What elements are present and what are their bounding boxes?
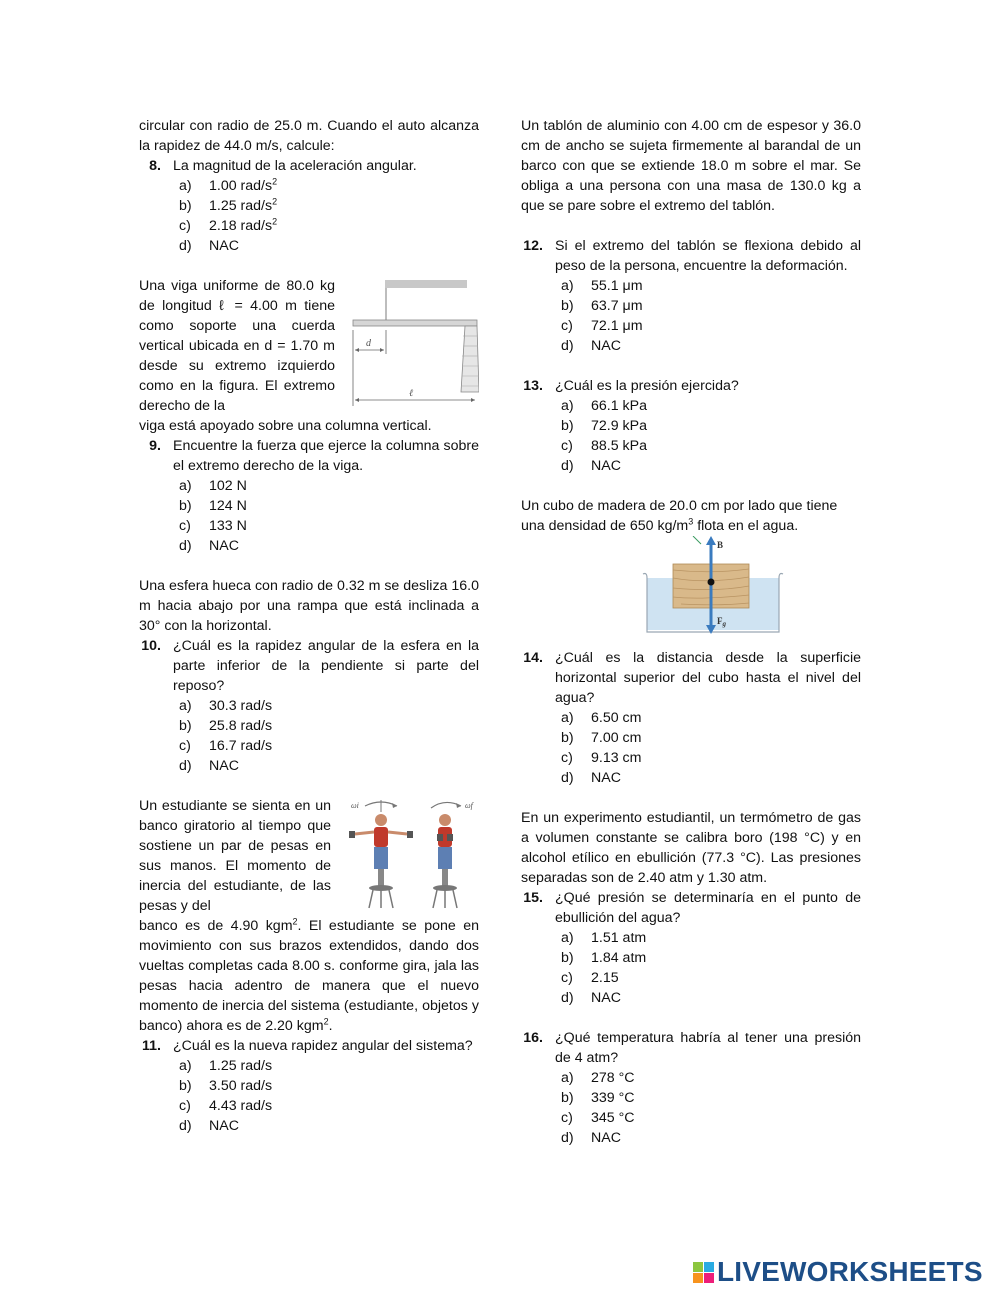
option-value: NAC (209, 238, 239, 254)
plank-intro: Un tablón de aluminio con 4.00 cm de espesor y 36.0 cm de ancho se sujeta firmemente al barandal de un barco con que se extiende 18.0 m sobre el mar. Se obliga a una persona con una masa de 130.0 kg a que se pare sobre el extremo del tablón. (521, 118, 861, 214)
option-b[interactable]: b) 1.25 rad/$s^2$ (179, 196, 278, 214)
beam-figure (349, 276, 479, 416)
option-value: 2.15 (591, 970, 619, 986)
question-text: ¿Cuál es la presión ejercida? (555, 378, 739, 394)
option-c[interactable]: c) 88.5 kPa (561, 438, 648, 454)
option-value: NAC (591, 1130, 621, 1146)
option-c[interactable]: c) 133 N (179, 518, 247, 534)
option-value: 9.13 cm (591, 750, 642, 766)
question-12 (521, 236, 861, 276)
thermo-intro: En un experimento estudiantil, un termómetro de gas a volumen constante se calibra boro (198 °C) y en alcohol etílico en ebullición (77.3 °C). Las presiones separadas son de 2.40 atm y 1.30 atm. (521, 810, 861, 886)
question-13 (521, 376, 861, 396)
option-value: 102 N (209, 478, 247, 494)
option-c[interactable]: c) 2.15 (561, 970, 619, 986)
option-value: 1.25 rad/$s^2$ (209, 196, 278, 214)
question-14 (521, 648, 861, 708)
b-label: B (717, 540, 724, 550)
option-value: NAC (591, 458, 621, 474)
option-value: 7.00 cm (591, 730, 642, 746)
option-value: 133 N (209, 518, 247, 534)
option-c[interactable]: c) 4.43 rad/s (179, 1098, 273, 1114)
option-b[interactable]: b) 63.7 μm (561, 298, 643, 314)
question-number: 14. (523, 650, 543, 666)
option-c[interactable]: c) 16.7 rad/s (179, 738, 273, 754)
option-value: 88.5 kPa (591, 438, 648, 454)
omega-i-label: ωi (351, 801, 359, 810)
option-value: 3.50 rad/s (209, 1078, 273, 1094)
option-value: 72.9 kPa (591, 418, 648, 434)
option-value: 30.3 rad/s (209, 698, 273, 714)
d-label: d (366, 338, 371, 349)
option-value: NAC (209, 1118, 239, 1134)
option-value: 2.18 rad/$s^2$ (209, 216, 278, 234)
l-label: ℓ (409, 388, 414, 399)
option-value: NAC (591, 338, 621, 354)
question-15 (521, 888, 861, 928)
question-11 (139, 1036, 479, 1056)
cube-figure (521, 536, 861, 636)
student-problem (139, 796, 479, 916)
fg-label: $F_g$ (717, 616, 726, 628)
option-d[interactable]: d) NAC (561, 338, 621, 354)
omega-f-label: ωf (465, 801, 473, 810)
option-value: 25.8 rad/s (209, 718, 273, 734)
option-value: 4.43 rad/s (209, 1098, 273, 1114)
left-column (139, 116, 479, 1136)
intro-tail: circular con radio de 25.0 m. Cuando el auto alcanza la rapidez de 44.0 m/s, calcule: (139, 118, 479, 154)
option-value: 124 N (209, 498, 247, 514)
logo-mark-icon (693, 1262, 714, 1283)
option-d[interactable]: d) NAC (179, 538, 239, 554)
option-d[interactable]: d) NAC (561, 1130, 621, 1146)
question-10 (139, 636, 479, 696)
question-number: 9. (149, 438, 161, 454)
option-a[interactable]: a) 6.50 cm (561, 710, 642, 726)
question-number: 13. (523, 378, 543, 394)
cube-intro: Un cubo de madera de 20.0 cm por lado que tiene una densidad de 650 $kg/m^3$ flota en el agua. (521, 498, 838, 534)
question-8 (139, 156, 479, 176)
sphere-intro: Una esfera hueca con radio de 0.32 m se desliza 16.0 m hacia abajo por una rampa que está inclinada a 30° con la horizontal. (139, 578, 479, 634)
option-value: NAC (209, 758, 239, 774)
option-a[interactable]: a) 30.3 rad/s (179, 698, 273, 714)
liveworksheets-logo[interactable] (693, 1256, 983, 1288)
option-value: 72.1 μm (591, 318, 643, 334)
option-b[interactable]: b) 3.50 rad/s (179, 1078, 273, 1094)
beam-problem (139, 276, 479, 416)
head (375, 814, 387, 826)
option-c[interactable]: c) 2.18 rad/$s^2$ (179, 216, 278, 234)
question-text: Si el extremo del tablón se flexiona debido al peso de la persona, encuentre la deformación. (555, 238, 861, 274)
option-a[interactable]: a) 55.1 μm (561, 278, 643, 294)
question-number: 11. (142, 1038, 161, 1054)
question-9 (139, 436, 479, 476)
question-text: ¿Cuál es la distancia desde la superficie horizontal superior del cubo hasta el nivel del agua? (555, 650, 861, 706)
option-d[interactable]: d) NAC (561, 990, 621, 1006)
torso (374, 827, 388, 847)
center-point (708, 579, 715, 586)
option-value: 55.1 μm (591, 278, 643, 294)
option-value: 66.1 kPa (591, 398, 648, 414)
question-16 (521, 1028, 861, 1068)
option-value: 278 °C (591, 1070, 635, 1086)
option-d[interactable]: d) NAC (179, 758, 239, 774)
option-b[interactable]: b) 7.00 cm (561, 730, 642, 746)
option-b[interactable]: b) 124 N (179, 498, 247, 514)
beam (353, 320, 477, 326)
option-c[interactable]: c) 72.1 μm (561, 318, 643, 334)
rotating-student-diagram (345, 796, 479, 914)
logo-text: LIVEWORKSHEETS (717, 1256, 983, 1287)
question-text: ¿Cuál es la rapidez angular de la esfera en la parte inferior de la pendiente si parte del reposo? (173, 638, 479, 694)
right-column (521, 116, 861, 1148)
option-c[interactable]: c) 345 °C (561, 1110, 635, 1126)
option-d[interactable]: d) NAC (561, 770, 621, 786)
option-b[interactable]: b) 1.84 atm (561, 950, 647, 966)
option-value: 1.84 atm (591, 950, 647, 966)
question-number: 12. (523, 238, 543, 254)
option-value: 1.25 rad/s (209, 1058, 273, 1074)
option-a[interactable]: a) 1.51 atm (561, 930, 647, 946)
option-value: NAC (591, 770, 621, 786)
option-value: 339 °C (591, 1090, 635, 1106)
option-value: 63.7 μm (591, 298, 643, 314)
option-d[interactable]: d) NAC (179, 238, 239, 254)
beam-diagram (349, 276, 479, 416)
student-intro: Un estudiante se sienta en un banco giratorio al tiempo que sostiene un par de pesas en sus manos. El momento de inercia del estudiante, de las pesas y del (139, 798, 331, 914)
beam-intro: Una viga uniforme de 80.0 kg de longitud ℓ = 4.00 m tiene como soporte una cuerda vertical ubicada en d = 1.70 m desde su extremo izquierdo como en la figura. El extremo derecho de la (139, 278, 335, 414)
question-text: ¿Qué temperatura habría al tener una presión de 4 atm? (555, 1030, 861, 1066)
question-text: Encuentre la fuerza que ejerce la columna sobre el extremo derecho de la viga. (173, 438, 479, 474)
option-a[interactable]: a) 1.00 rad/$s^2$ (179, 176, 278, 194)
question-number: 15. (523, 890, 543, 906)
student-figure (345, 796, 479, 914)
option-b[interactable]: b) 25.8 rad/s (179, 718, 273, 734)
option-value: 345 °C (591, 1110, 635, 1126)
question-text: La magnitud de la aceleración angular. (173, 158, 417, 174)
option-value: 1.51 atm (591, 930, 647, 946)
ceiling (385, 280, 467, 288)
option-value: 16.7 rad/s (209, 738, 273, 754)
student-intro-tail: banco es de 4.90 kgm$^2$. El estudiante se pone en movimiento con sus brazos extendidos, dando dos vueltas completas cada 8.00 s. conforme gira, jala las pesas hacia adentro de manera que el nuevo momento de inercia del sistema (estudiante, objetos y banco) ahora es de 2.20 kgm$^2$. (139, 916, 479, 1034)
option-d[interactable]: d) NAC (561, 458, 621, 474)
option-a[interactable]: a) 1.25 rad/s (179, 1058, 273, 1074)
option-value: NAC (591, 990, 621, 1006)
option-value: 1.00 rad/$s^2$ (209, 176, 278, 194)
option-b[interactable]: b) 339 °C (561, 1090, 635, 1106)
option-value: 6.50 cm (591, 710, 642, 726)
option-c[interactable]: c) 9.13 cm (561, 750, 642, 766)
option-a[interactable]: a) 66.1 kPa (561, 398, 648, 414)
question-text: ¿Qué presión se determinaría en el punto de ebullición del agua? (555, 890, 861, 926)
option-b[interactable]: b) 72.9 kPa (561, 418, 648, 434)
question-number: 10. (141, 638, 161, 654)
option-a[interactable]: a) 278 °C (561, 1070, 635, 1086)
beam-intro-tail: viga está apoyado sobre una columna vertical. (139, 418, 432, 434)
question-number: 16. (523, 1030, 543, 1046)
question-text: ¿Cuál es la nueva rapidez angular del sistema? (173, 1038, 473, 1054)
option-d[interactable]: d) NAC (179, 1118, 239, 1134)
floating-cube-diagram (521, 536, 861, 636)
question-number: 8. (149, 158, 161, 174)
option-a[interactable]: a) 102 N (179, 478, 247, 494)
option-value: NAC (209, 538, 239, 554)
